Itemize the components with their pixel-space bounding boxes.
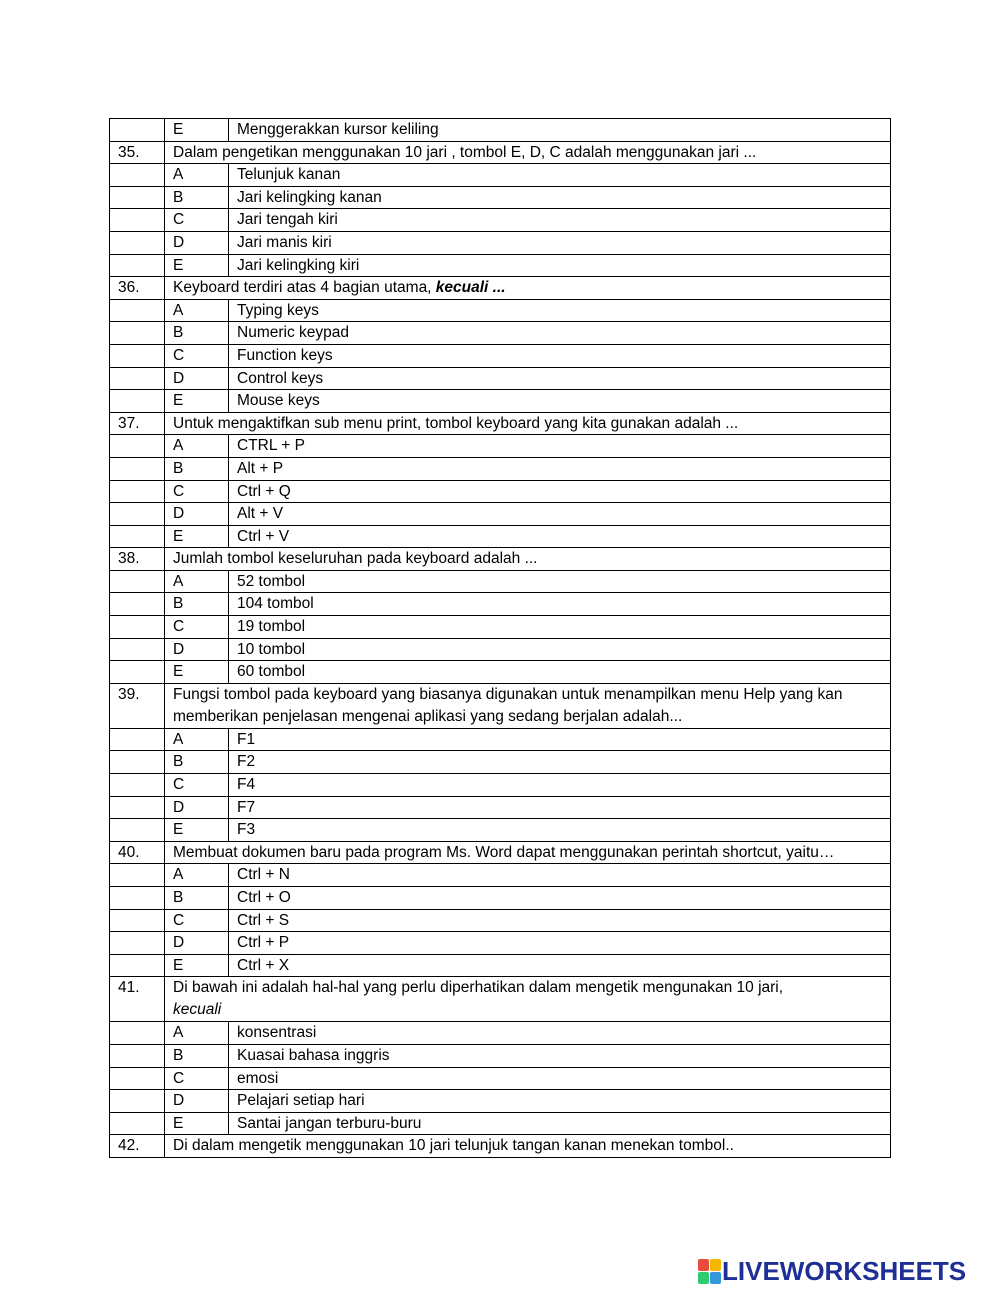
- option-letter: A: [165, 864, 229, 887]
- option-row: [110, 593, 891, 616]
- number-cell: [110, 593, 165, 616]
- option-row: [110, 570, 891, 593]
- option-letter: B: [165, 751, 229, 774]
- question-suffix: kecuali: [173, 1001, 222, 1019]
- number-cell: [110, 1067, 165, 1090]
- number-cell: [110, 796, 165, 819]
- question-row: [110, 412, 891, 435]
- worksheet-table: [109, 118, 891, 1158]
- option-row: [110, 638, 891, 661]
- option-letter: A: [165, 570, 229, 593]
- option-row: [110, 435, 891, 458]
- option-row: [110, 344, 891, 367]
- question-number: 36.: [110, 277, 165, 300]
- question-row: [110, 683, 891, 728]
- question-text: [165, 548, 891, 571]
- option-letter: C: [165, 774, 229, 797]
- question-row: [110, 141, 891, 164]
- question-text-main: Di dalam mengetik menggunakan 10 jari telunjuk tangan kanan menekan tombol..: [173, 1137, 734, 1155]
- option-row: [110, 119, 891, 142]
- option-row: [110, 774, 891, 797]
- option-letter: C: [165, 616, 229, 639]
- option-text: Ctrl + Q: [229, 480, 891, 503]
- option-letter: D: [165, 503, 229, 526]
- option-letter: D: [165, 932, 229, 955]
- number-cell: [110, 367, 165, 390]
- option-letter: D: [165, 231, 229, 254]
- question-number: 35.: [110, 141, 165, 164]
- number-cell: [110, 864, 165, 887]
- number-cell: [110, 525, 165, 548]
- option-row: [110, 322, 891, 345]
- number-cell: [110, 774, 165, 797]
- option-row: [110, 819, 891, 842]
- option-text: Typing keys: [229, 299, 891, 322]
- option-letter: B: [165, 186, 229, 209]
- option-letter: D: [165, 796, 229, 819]
- option-row: [110, 954, 891, 977]
- option-row: [110, 457, 891, 480]
- question-number: 42.: [110, 1135, 165, 1158]
- number-cell: [110, 728, 165, 751]
- number-cell: [110, 322, 165, 345]
- option-letter: C: [165, 480, 229, 503]
- option-text: Pelajari setiap hari: [229, 1090, 891, 1113]
- option-letter: D: [165, 1090, 229, 1113]
- question-emphasis: kecuali ...: [435, 279, 506, 297]
- option-row: [110, 616, 891, 639]
- option-text: Jari kelingking kanan: [229, 186, 891, 209]
- number-cell: [110, 1044, 165, 1067]
- option-row: [110, 864, 891, 887]
- option-row: [110, 209, 891, 232]
- number-cell: [110, 1090, 165, 1113]
- number-cell: [110, 616, 165, 639]
- question-number: 37.: [110, 412, 165, 435]
- number-cell: [110, 751, 165, 774]
- number-cell: [110, 186, 165, 209]
- option-text: 52 tombol: [229, 570, 891, 593]
- option-text: Ctrl + O: [229, 887, 891, 910]
- question-number: 40.: [110, 841, 165, 864]
- question-text-main: Keyboard terdiri atas 4 bagian utama,: [173, 279, 436, 297]
- number-cell: [110, 390, 165, 413]
- option-text: F1: [229, 728, 891, 751]
- option-letter: A: [165, 1022, 229, 1045]
- option-letter: D: [165, 367, 229, 390]
- number-cell: [110, 1022, 165, 1045]
- number-cell: [110, 435, 165, 458]
- option-row: [110, 390, 891, 413]
- option-letter: E: [165, 661, 229, 684]
- option-row: [110, 525, 891, 548]
- option-letter: D: [165, 638, 229, 661]
- number-cell: [110, 909, 165, 932]
- number-cell: [110, 1112, 165, 1135]
- number-cell: [110, 638, 165, 661]
- option-row: [110, 1067, 891, 1090]
- question-row: [110, 1135, 891, 1158]
- option-text: 60 tombol: [229, 661, 891, 684]
- option-text: Ctrl + P: [229, 932, 891, 955]
- option-row: [110, 480, 891, 503]
- number-cell: [110, 887, 165, 910]
- option-row: [110, 1090, 891, 1113]
- logo-square-blue: [710, 1272, 721, 1284]
- option-letter: B: [165, 322, 229, 345]
- question-text-main: Membuat dokumen baru pada program Ms. Word dapat menggunakan perintah shortcut, yaitu…: [173, 843, 835, 861]
- logo-square-red: [698, 1259, 709, 1271]
- option-text: Ctrl + V: [229, 525, 891, 548]
- option-row: [110, 796, 891, 819]
- logo-square-green: [698, 1272, 709, 1284]
- option-text: Santai jangan terburu-buru: [229, 1112, 891, 1135]
- option-text: F3: [229, 819, 891, 842]
- number-cell: [110, 457, 165, 480]
- option-letter: A: [165, 299, 229, 322]
- option-row: [110, 1112, 891, 1135]
- option-text: Mouse keys: [229, 390, 891, 413]
- option-row: [110, 367, 891, 390]
- option-row: [110, 1022, 891, 1045]
- number-cell: [110, 661, 165, 684]
- number-cell: [110, 254, 165, 277]
- option-text: F7: [229, 796, 891, 819]
- option-text: F2: [229, 751, 891, 774]
- question-text: [165, 1135, 891, 1158]
- question-text-main: Jumlah tombol keseluruhan pada keyboard adalah ...: [173, 550, 538, 568]
- question-text-main: Di bawah ini adalah hal-hal yang perlu diperhatikan dalam mengetik mengunakan 10 jari,: [173, 979, 784, 997]
- option-text: 104 tombol: [229, 593, 891, 616]
- number-cell: [110, 164, 165, 187]
- option-letter: A: [165, 164, 229, 187]
- option-text: Ctrl + X: [229, 954, 891, 977]
- option-letter: A: [165, 435, 229, 458]
- option-letter: C: [165, 344, 229, 367]
- question-text: [165, 841, 891, 864]
- option-row: [110, 909, 891, 932]
- option-letter: A: [165, 728, 229, 751]
- option-text: F4: [229, 774, 891, 797]
- option-text: 19 tombol: [229, 616, 891, 639]
- option-letter: E: [165, 390, 229, 413]
- option-text: Telunjuk kanan: [229, 164, 891, 187]
- option-letter: B: [165, 593, 229, 616]
- option-text: konsentrasi: [229, 1022, 891, 1045]
- option-text: Jari tengah kiri: [229, 209, 891, 232]
- option-text: CTRL + P: [229, 435, 891, 458]
- liveworksheets-logo: [698, 1257, 966, 1285]
- question-row: [110, 841, 891, 864]
- number-cell: [110, 954, 165, 977]
- brand-name: LIVEWORKSHEETS: [722, 1255, 967, 1286]
- option-row: [110, 661, 891, 684]
- question-text: [165, 141, 891, 164]
- option-row: [110, 231, 891, 254]
- option-row: [110, 932, 891, 955]
- option-text: emosi: [229, 1067, 891, 1090]
- option-text: Numeric keypad: [229, 322, 891, 345]
- option-text: Ctrl + S: [229, 909, 891, 932]
- question-row: [110, 977, 891, 1022]
- question-text: [165, 683, 891, 728]
- option-text: 10 tombol: [229, 638, 891, 661]
- option-letter: E: [165, 525, 229, 548]
- number-cell: [110, 503, 165, 526]
- question-number: 38.: [110, 548, 165, 571]
- option-row: [110, 503, 891, 526]
- number-cell: [110, 209, 165, 232]
- question-text-main: Dalam pengetikan menggunakan 10 jari , tombol E, D, C adalah menggunakan jari ...: [173, 143, 757, 161]
- number-cell: [110, 119, 165, 142]
- question-row: [110, 277, 891, 300]
- option-text: Menggerakkan kursor keliling: [229, 119, 891, 142]
- option-text: Jari kelingking kiri: [229, 254, 891, 277]
- question-text: [165, 277, 891, 300]
- question-text: [165, 977, 891, 1022]
- option-letter: B: [165, 457, 229, 480]
- option-row: [110, 887, 891, 910]
- worksheet-body: [110, 119, 891, 1158]
- number-cell: [110, 819, 165, 842]
- option-row: [110, 254, 891, 277]
- question-text-main: Untuk mengaktifkan sub menu print, tombol keyboard yang kita gunakan adalah ...: [173, 414, 739, 432]
- number-cell: [110, 231, 165, 254]
- question-text: [165, 412, 891, 435]
- option-text: Ctrl + N: [229, 864, 891, 887]
- option-text: Kuasai bahasa inggris: [229, 1044, 891, 1067]
- option-row: [110, 186, 891, 209]
- question-number: 41.: [110, 977, 165, 1022]
- question-text-main: Fungsi tombol pada keyboard yang biasanya digunakan untuk menampilkan menu Help yang kan memberikan penjelasan mengenai aplikasi yang sedang berjalan adalah...: [173, 685, 843, 725]
- question-row: [110, 548, 891, 571]
- option-row: [110, 299, 891, 322]
- logo-square-yellow: [710, 1259, 721, 1271]
- option-letter: C: [165, 909, 229, 932]
- liveworksheets-logo-icon: [698, 1259, 720, 1283]
- number-cell: [110, 299, 165, 322]
- option-letter: B: [165, 887, 229, 910]
- option-letter: E: [165, 1112, 229, 1135]
- option-letter: C: [165, 209, 229, 232]
- question-number: 39.: [110, 683, 165, 728]
- option-text: Control keys: [229, 367, 891, 390]
- number-cell: [110, 570, 165, 593]
- option-letter: E: [165, 819, 229, 842]
- option-row: [110, 164, 891, 187]
- option-row: [110, 728, 891, 751]
- number-cell: [110, 344, 165, 367]
- option-row: [110, 1044, 891, 1067]
- option-text: Alt + P: [229, 457, 891, 480]
- option-letter: E: [165, 119, 229, 142]
- option-text: Jari manis kiri: [229, 231, 891, 254]
- number-cell: [110, 480, 165, 503]
- option-letter: E: [165, 954, 229, 977]
- number-cell: [110, 932, 165, 955]
- option-text: Alt + V: [229, 503, 891, 526]
- option-letter: E: [165, 254, 229, 277]
- option-row: [110, 751, 891, 774]
- option-text: Function keys: [229, 344, 891, 367]
- option-letter: B: [165, 1044, 229, 1067]
- option-letter: C: [165, 1067, 229, 1090]
